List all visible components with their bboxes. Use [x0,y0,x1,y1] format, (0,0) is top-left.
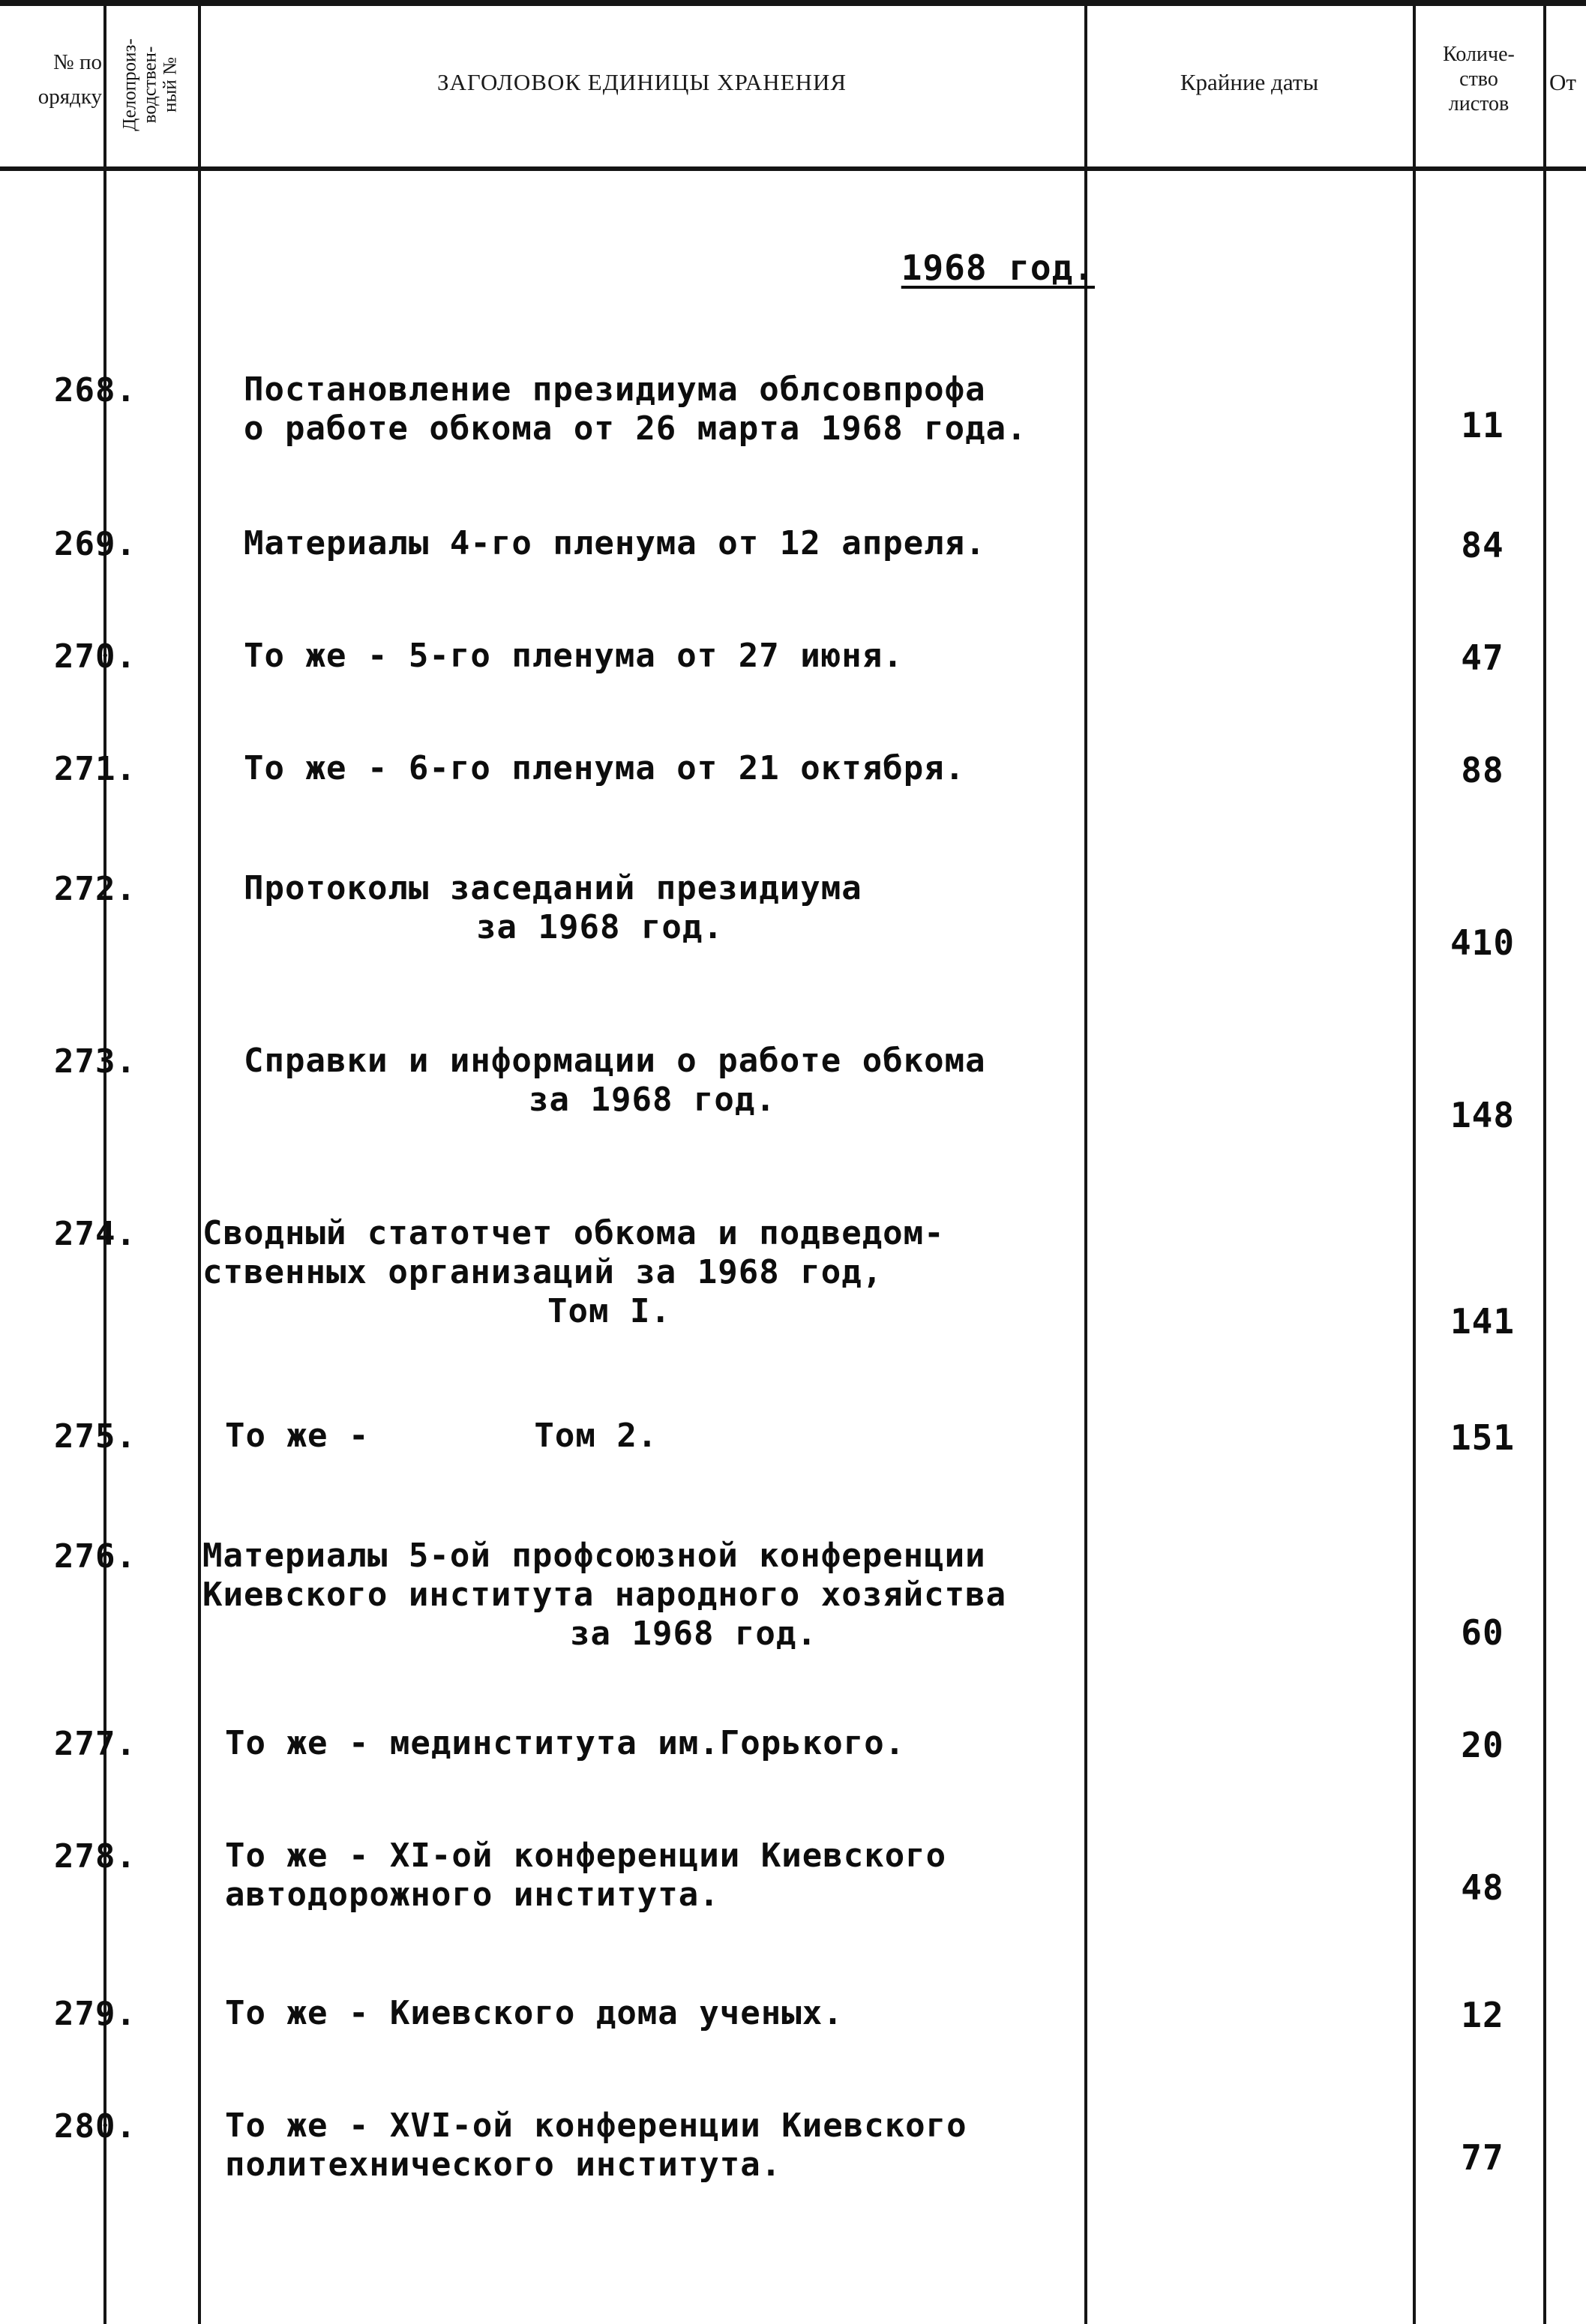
row-title-line: Том I. [547,1292,671,1330]
column-rule-office [103,0,106,2324]
row-title-line: за 1968 год. [476,908,724,946]
row-title-line: Протоколы заседаний президиума [244,869,862,907]
row-title-line: Сводный статотчет обкома и подведом- [202,1214,945,1252]
header-col-title: ЗАГОЛОВОК ЕДИНИЦЫ ХРАНЕНИЯ [436,69,847,95]
row-number: 268. [54,371,136,409]
row-sheet-count: 12 [1461,1995,1504,2035]
row-title-line: Киевского института народного хозяйства [202,1576,1007,1614]
row-sheet-count: 47 [1461,637,1504,678]
row-title-line: политехнического института. [225,2146,782,2184]
row-title-line: То же - 6-го пленума от 21 октября. [244,749,966,787]
row-title-line: автодорожного института. [225,1876,720,1914]
row-title-line: за 1968 год. [529,1081,776,1119]
row-number: 269. [54,525,136,563]
row-sheet-count: 141 [1450,1301,1516,1342]
row-title-line: Материалы 5-ой профсоюзной конференции [202,1537,986,1575]
row-number: 275. [54,1417,136,1456]
row-sheet-count: 151 [1450,1417,1516,1458]
row-sheet-count: 11 [1461,405,1504,445]
row-number: 277. [54,1725,136,1763]
header-col-office-number-label: Делопроиз- водствен- ный № [119,38,181,131]
row-number: 280. [54,2107,136,2146]
row-title-line: То же - 5-го пленума от 27 июня. [244,637,904,675]
row-title-line: То же - Киевского дома ученых. [225,1994,844,2032]
row-number: 279. [54,1995,136,2033]
column-rule-sheets [1413,0,1416,2324]
row-title-line: То же - Том 2. [225,1417,658,1455]
column-rule-dates [1084,0,1087,2324]
row-title-line: Справки и информации о работе обкома [244,1042,986,1080]
row-number: 272. [54,870,136,908]
column-rule-notes [1543,0,1546,2324]
section-year: 1968 год. [901,247,1095,288]
row-sheet-count: 77 [1461,2137,1504,2178]
column-rule-title [198,0,201,2324]
row-number: 273. [54,1042,136,1081]
row-number: 274. [54,1215,136,1253]
row-sheet-count: 84 [1461,525,1504,565]
header-col-sheets: Количе- ство листов [1443,43,1515,115]
row-title-line: Материалы 4-го пленума от 12 апреля. [244,524,986,562]
header-col-office-number [105,6,195,163]
row-sheet-count: 410 [1450,922,1516,963]
row-sheet-count: 60 [1461,1612,1504,1653]
row-sheet-count: 88 [1461,750,1504,790]
row-title-line: за 1968 год. [570,1615,817,1653]
row-title-line: То же - XI-ой конференции Киевского [225,1837,947,1875]
row-sheet-count: 48 [1461,1867,1504,1908]
header-col-number: № по орядку [37,50,102,109]
row-title-line: То же - мединститута им.Горького. [225,1724,906,1762]
row-title-line: То же - XVI-ой конференции Киевского [225,2107,967,2145]
top-rule [0,0,1586,6]
row-sheet-count: 20 [1461,1725,1504,1765]
row-number: 278. [54,1837,136,1876]
row-title-line: ственных организаций за 1968 год, [202,1253,883,1291]
row-number: 271. [54,750,136,788]
row-number: 276. [54,1537,136,1576]
row-number: 270. [54,637,136,676]
header-col-notes: От [1549,69,1576,95]
row-sheet-count: 148 [1450,1095,1516,1135]
row-title-line: Постановление президиума облсовпрофа [244,370,986,409]
header-bottom-rule [0,166,1586,171]
header-col-dates: Крайние даты [1180,69,1319,95]
row-title-line: о работе обкома от 26 марта 1968 года. [244,409,1027,448]
